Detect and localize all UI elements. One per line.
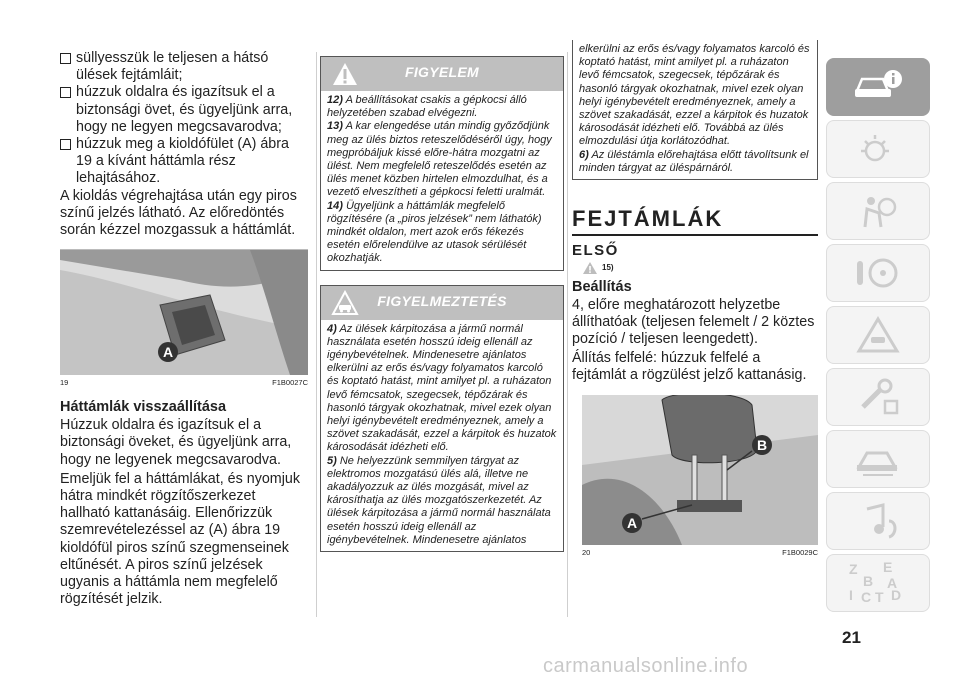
bullet-text: süllyesszük le teljesen a hátsó ülések fejtámláit; xyxy=(76,50,269,84)
list-item xyxy=(60,136,308,188)
alphabetical-index-icon xyxy=(847,560,907,604)
technical-data-icon xyxy=(853,439,903,479)
note-text: Az ülések kárpitozása a jármű normál használata esetén hosszú ideig ellenáll az igénybevételnek. Mindenesetre ajánlatos elkerülni az erős és/vagy folyamatos karcoló és koptató hatást, mint amilyet pl. a ruházaton levő fémcsatok, szegecsek, tépőzárak és hasonló tárgyak okozhatnak, mivel ezek olyan helyi igénybevételt eredményeznek, amely a szövet szakadását, ezzel a kárpitok és huzatok károsodását idézheti elő. xyxy=(327,322,557,454)
note-text: Ügyeljünk a háttámlák megfelelő rögzítésére (a „piros jelzések” nem láthatók) mindkét oldalon, mert azok erős fékezés esetén előrelendülve az utasok sérülését okozhatják. xyxy=(327,199,542,265)
section-heading: Beállítás xyxy=(572,278,632,295)
tab-index[interactable] xyxy=(826,554,930,612)
column-divider xyxy=(316,52,317,617)
caution-box xyxy=(320,285,564,552)
figure-callout-b: B xyxy=(757,436,768,453)
note-number: 14) xyxy=(327,199,343,212)
multimedia-icon xyxy=(853,501,903,541)
column-1 xyxy=(60,50,308,608)
warning-header xyxy=(321,57,563,91)
figure-callout-a: A xyxy=(163,344,174,361)
figure-number: 19 xyxy=(60,378,69,388)
note-number: 5) xyxy=(327,454,337,467)
tab-dashboard-lights[interactable] xyxy=(826,120,930,178)
figure-caption xyxy=(60,378,308,387)
section-heading: Háttámlák visszaállítása xyxy=(60,399,227,416)
note-number: 12) xyxy=(327,94,343,106)
reference-number: 15) xyxy=(602,263,614,273)
list-item xyxy=(60,84,308,136)
emergency-triangle-icon xyxy=(853,315,903,355)
index-letter: A xyxy=(887,575,898,591)
warning-title: FIGYELEM xyxy=(405,64,479,80)
caution-item xyxy=(327,455,557,547)
figure-callout-a: A xyxy=(627,514,638,531)
warning-triangle-icon xyxy=(582,261,598,275)
note-text: A kar elengedése után mindig győződjünk meg az ülés biztos reteszelődéséről úgy, hogy megpróbáljuk kissé előre-hátra mozgatni az ülést. Nem megfelelő reteszelődés esetén az ülés menet közben hirtelen elmozdulhat, és a vezető elveszítheti a gépkocsi feletti uralmát. xyxy=(327,120,552,199)
square-bullet-icon xyxy=(60,139,71,150)
headrest-illustration xyxy=(582,395,818,545)
caution-item xyxy=(579,149,811,175)
index-letter: D xyxy=(891,587,902,603)
paragraph: 4, előre meghatározott helyzetbe állíthatóak (teljesen felemelt / 2 köztes pozíció / teljesen leengedett). xyxy=(572,296,815,347)
column-2 xyxy=(320,56,564,552)
paragraph: Állítás felfelé: húzzuk felfelé a fejtámlát a rögzülést jelző kattanásig. xyxy=(572,350,807,384)
maintenance-wrench-icon xyxy=(853,377,903,417)
square-bullet-icon xyxy=(60,53,71,64)
warning-item xyxy=(327,200,557,266)
tab-maintenance[interactable] xyxy=(826,368,930,426)
section-rule xyxy=(572,234,818,236)
list-item xyxy=(60,50,308,84)
figure-caption xyxy=(582,548,818,557)
index-letter: Z xyxy=(849,561,858,577)
page-number: 21 xyxy=(842,628,861,647)
note-number: 4) xyxy=(327,322,337,335)
note-number: 6) xyxy=(579,148,589,161)
warning-item xyxy=(327,120,557,199)
note-text: Ne helyezzünk semmilyen tárgyat az elektromos mozgatású ülés alá, illetve ne akadályozzuk az ülés mozgását, mivel az károsíthatja az ülés mozgatószerkezetét. Az ülések kárpitozása a jármű normál használata esetén hosszú ideig ellenáll az igénybevételnek. Mindenesetre ajánlatos xyxy=(327,454,551,546)
bullet-text: húzzuk meg a kioldófület (A) ábra 19 a kívánt háttámla rész lehajtásához. xyxy=(76,136,289,187)
index-letter: E xyxy=(883,560,893,575)
seat-release-illustration xyxy=(60,250,308,375)
caution-header xyxy=(321,286,563,320)
tab-starting-driving[interactable] xyxy=(826,244,930,302)
warning-item xyxy=(327,94,557,120)
figure-number: 20 xyxy=(582,547,591,557)
car-info-icon xyxy=(853,67,903,107)
tab-technical-data[interactable] xyxy=(826,430,930,488)
index-letter: B xyxy=(863,573,874,589)
column-divider xyxy=(567,52,568,617)
airbag-safety-icon xyxy=(853,191,903,231)
paragraph: Húzzuk oldalra és igazítsuk el a biztonsági öveket, és ügyeljünk arra, hogy ne legyenek megcsavarodva. xyxy=(60,417,292,468)
index-letter: T xyxy=(875,589,884,604)
subsection-title: ELSŐ xyxy=(572,241,619,259)
paragraph: A kioldás végrehajtása után egy piros színű jelzés látható. Az előredöntés során kézzel mozgassuk a háttámlát. xyxy=(60,187,297,239)
column-3 xyxy=(572,0,818,557)
caution-box-continued xyxy=(572,40,818,180)
steering-wheel-icon xyxy=(853,253,903,293)
tab-safety[interactable] xyxy=(826,182,930,240)
tab-car-info[interactable] xyxy=(826,58,930,116)
caution-item xyxy=(327,323,557,455)
reference xyxy=(582,261,818,275)
watermark: carmanualsonline.info xyxy=(543,655,749,677)
bullet-text: húzzuk oldalra és igazítsuk el a biztonsági övet, és ügyeljünk arra, hogy ne legyen megcsavarodva; xyxy=(76,84,293,135)
index-letter: C xyxy=(861,589,872,604)
figure-code: F1B0027C xyxy=(272,378,308,388)
note-text: Az üléstámla előrehajtása előtt távolítsunk el minden tárgyat az üléspárnáról. xyxy=(579,148,809,174)
dashboard-lights-icon xyxy=(853,129,903,169)
tab-emergency[interactable] xyxy=(826,306,930,364)
note-text: A beállításokat csakis a gépkocsi álló helyzetében szabad elvégezni. xyxy=(327,94,527,120)
tab-multimedia[interactable] xyxy=(826,492,930,550)
note-text: elkerülni az erős és/vagy folyamatos karcoló és koptató hatást, mint amilyet pl. a ruházaton levő fémcsatok, szegecsek, tépőzárak és hasonló tárgyak okozhatnak, mivel ezek olyan helyi igénybevételt eredményeznek, amely a szövet szakadását, ezzel a kárpitok és huzatok károsodását idézheti elő. Továbbá az ülés elmozdulási útja korlátozódhat. xyxy=(579,43,810,148)
paragraph: Emeljük fel a háttámlákat, és nyomjuk hátra mindkét rögzítőszerkezet hallható kattanásáig. Ellenőrizzük szemrevételezéssel az (A) ábra 19 kioldófül piros színű szegmenseinek eltűnését. A piros színű jelzések ugyanis a háttámla nem megfelelő rögzítését jelzik. xyxy=(60,470,300,608)
square-bullet-icon xyxy=(60,87,71,98)
warning-box xyxy=(320,56,564,271)
section-title: FEJTÁMLÁK xyxy=(572,206,724,232)
figure-19-image xyxy=(60,250,308,375)
note-number: 13) xyxy=(327,120,343,133)
index-letter: I xyxy=(849,587,853,603)
figure-20-image xyxy=(582,395,818,545)
caution-title: FIGYELMEZTETÉS xyxy=(377,292,507,309)
figure-code: F1B0029C xyxy=(782,547,818,557)
